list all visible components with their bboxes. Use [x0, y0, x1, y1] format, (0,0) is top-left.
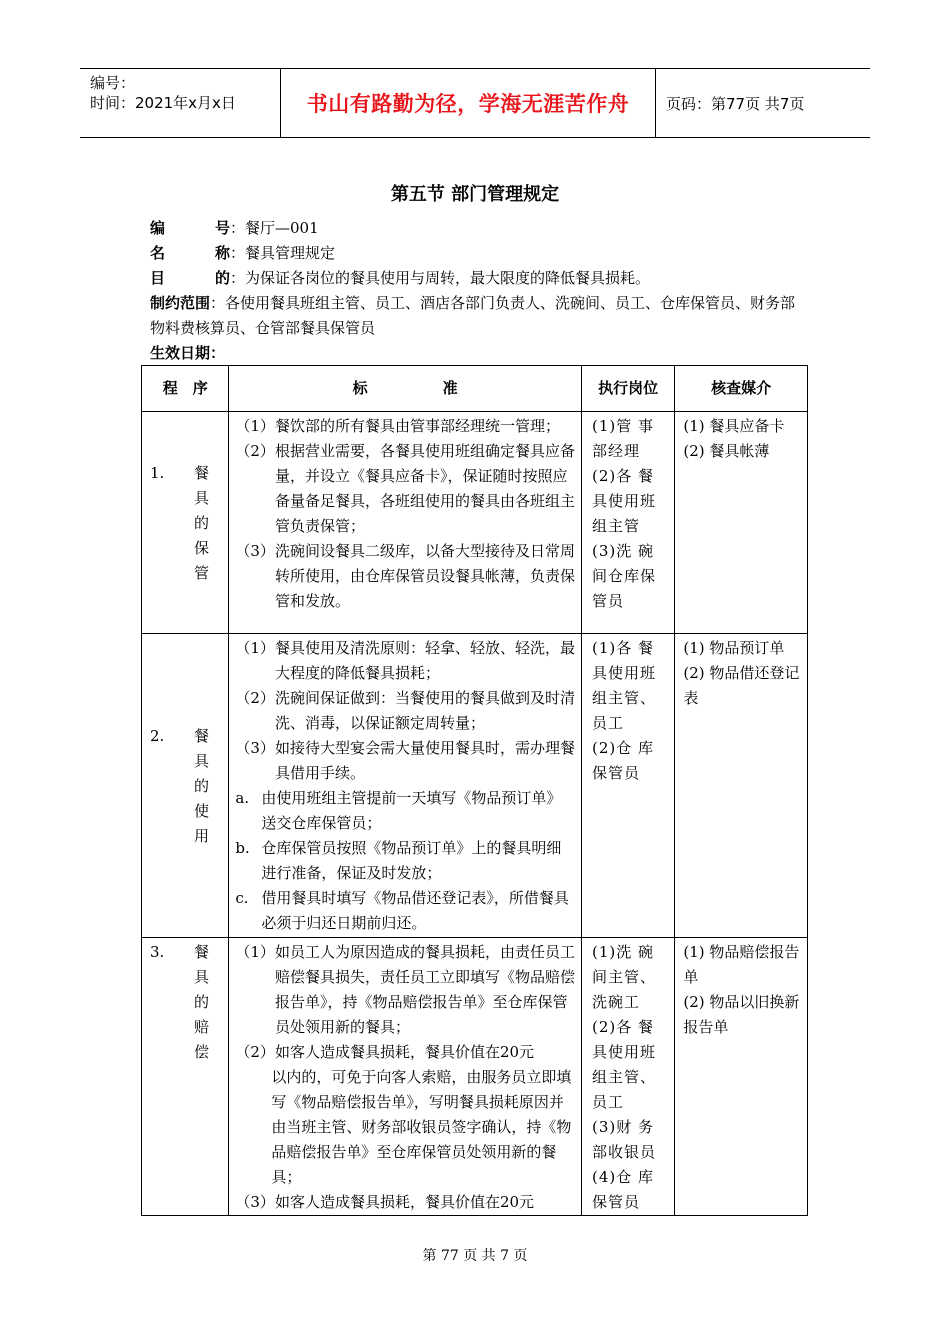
item-marker: （3）: [235, 1193, 275, 1211]
item-text: 如员工人为原因造成的餐具损耗，由责任员工赔偿餐具损失，责任员工立即填写《物品赔偿报告单》，持《物品赔偿报告单》至仓库保管员处领用新的餐具；: [274, 943, 575, 1036]
item-marker: （2）: [235, 442, 275, 460]
item-marker: c.: [235, 889, 249, 907]
standard-item: [235, 886, 575, 936]
standard-item: [235, 736, 575, 786]
meta-name-label: 名 称: [150, 244, 230, 262]
table-row: [142, 634, 808, 938]
table-row: [142, 938, 808, 1216]
meta-code: [150, 216, 810, 241]
meta-scope-value: ：各使用餐具班组主管、员工、酒店各部门负责人、洗碗间、员工、仓库保管员、财务部物料费核算员、仓管部餐具保管员: [150, 294, 796, 337]
header-standard: 标 准: [229, 366, 582, 412]
meta-effective-label: 生效日期: [150, 344, 211, 362]
header-media: 核查媒介: [675, 366, 808, 412]
regulation-table: [141, 365, 808, 1216]
item-text: 如接待大型宴会需大量使用餐具时，需办理餐具借用手续。: [274, 739, 575, 782]
meta-effective-value: ：: [210, 344, 226, 362]
item-text: 洗碗间设餐具二级库，以备大型接待及日常周转所使用，由仓库保管员设餐具帐薄，负责保管和发放。: [274, 542, 575, 610]
meta-effective: [150, 341, 810, 366]
item-text: 如客人造成餐具损耗，餐具价值在20元: [274, 1193, 535, 1211]
standard-item: [235, 940, 575, 1040]
procedure-number: 3.: [150, 943, 165, 961]
procedure-name: 餐具的使用: [194, 727, 210, 845]
post-item: (4)仓 库保管员: [591, 1168, 654, 1211]
item-text: 由使用班组主管提前一天填写《物品预订单》送交仓库保管员；: [261, 789, 562, 832]
media-item: (1) 物品预订单: [683, 639, 785, 657]
media-cell: [675, 412, 808, 634]
procedure-name: 餐具的赔偿: [194, 943, 210, 1061]
item-text: 餐饮部的所有餐具由管事部经理统一管理；: [274, 417, 560, 435]
post-item: (2)各 餐具使用班组主管: [591, 467, 656, 535]
post-item: (1)洗 碗间主管、洗碗工: [591, 943, 656, 1011]
meta-purpose: [150, 266, 810, 291]
meta-name-value: ：餐具管理规定: [230, 244, 336, 262]
item-text: 洗碗间保证做到：当餐使用的餐具做到及时清洗、消毒，以保证额定周转量；: [274, 689, 575, 732]
post-item: (3)洗 碗间仓库保管员: [591, 542, 656, 610]
standard-item: [235, 414, 575, 439]
meta-purpose-label: 目 的: [150, 269, 230, 287]
standard-item: [235, 539, 575, 614]
meta-scope: [150, 291, 810, 341]
media-item: (2) 物品借还登记表: [683, 664, 800, 707]
section-title: 第五节 部门管理规定: [390, 184, 560, 205]
item-marker: （2）: [235, 1043, 275, 1061]
procedure-cell: [142, 938, 229, 1216]
item-marker: （2）: [235, 689, 275, 707]
item-marker: （1）: [235, 417, 275, 435]
header-post: 执行岗位: [581, 366, 674, 412]
standard-item: [235, 1065, 575, 1190]
item-text: 如客人造成餐具损耗，餐具价值在20元: [274, 1043, 535, 1061]
meta-code-label: 编 号: [150, 219, 230, 237]
standard-item: [235, 1040, 575, 1065]
item-marker: （3）: [235, 542, 275, 560]
header-page-number: 页码：第77页 共7页: [666, 94, 805, 113]
post-item: (2)各 餐具使用班组主管、员工: [591, 1018, 656, 1111]
post-item: (1)各 餐具使用班组主管、员工: [591, 639, 656, 732]
media-item: (2) 物品以旧换新报告单: [683, 993, 800, 1036]
standard-item: [235, 1190, 575, 1215]
item-text: 以内的，可免于向客人索赔，由服务员立即填写《物品赔偿报告单》，写明餐具损耗原因并由当班主管、财务部收银员签字确认，持《物品赔偿报告单》至仓库保管员处领用新的餐具；: [271, 1068, 572, 1186]
header-number: 编号：: [90, 74, 136, 92]
procedure-name: 餐具的保管: [194, 464, 210, 582]
procedure-number: 1.: [150, 464, 165, 482]
post-cell: [581, 634, 674, 938]
item-marker: b.: [235, 839, 250, 857]
header-info: [80, 69, 280, 137]
media-item: (1) 物品赔偿报告单: [683, 943, 800, 986]
post-item: (3)财 务部收银员: [591, 1118, 656, 1161]
post-cell: [581, 412, 674, 634]
table-row: [142, 412, 808, 634]
standard-cell: [229, 634, 582, 938]
item-marker: a.: [235, 789, 250, 807]
meta-name: [150, 241, 810, 266]
media-cell: [675, 938, 808, 1216]
item-marker: （3）: [235, 739, 275, 757]
procedure-cell: [142, 412, 229, 634]
page-footer: 第 77 页 共 7 页: [422, 1248, 528, 1264]
standard-cell: [229, 412, 582, 634]
standard-item: [235, 686, 575, 736]
standard-item: [235, 786, 575, 836]
standard-cell: [229, 938, 582, 1216]
item-marker: （1）: [235, 943, 275, 961]
procedure-cell: [142, 634, 229, 938]
standard-item: [235, 636, 575, 686]
item-marker: （1）: [235, 639, 275, 657]
table-header-row: [142, 366, 808, 412]
header-motto: 书山有路勤为径，学海无涯苦作舟: [280, 69, 656, 137]
item-text: 餐具使用及清洗原则：轻拿、轻放、轻洗，最大程度的降低餐具损耗；: [274, 639, 575, 682]
standard-item: [235, 836, 575, 886]
post-item: (2)仓 库保管员: [591, 739, 654, 782]
item-text: 借用餐具时填写《物品借还登记表》，所借餐具必须于归还日期前归还。: [261, 889, 569, 932]
meta-scope-label: 制约范围: [150, 294, 211, 312]
item-text: 根据营业需要，各餐具使用班组确定餐具应备量，并设立《餐具应备卡》，保证随时按照应备量备足餐具，各班组使用的餐具由各班组主管负责保管；: [274, 442, 575, 535]
standard-item: [235, 439, 575, 539]
header-procedure: 程 序: [142, 366, 229, 412]
media-cell: [675, 634, 808, 938]
media-item: (1) 餐具应备卡: [683, 417, 785, 435]
procedure-number: 2.: [150, 727, 165, 745]
item-text: 仓库保管员按照《物品预订单》上的餐具明细进行准备，保证及时发放；: [261, 839, 562, 882]
header-date: 时间：2021年x月x日: [90, 94, 236, 112]
post-cell: [581, 938, 674, 1216]
media-item: (2) 餐具帐薄: [683, 442, 770, 460]
page-header: [80, 68, 870, 138]
post-item: (1)管 事部经理: [591, 417, 654, 460]
meta-purpose-value: ：为保证各岗位的餐具使用与周转，最大限度的降低餐具损耗。: [230, 269, 651, 287]
meta-code-value: ：餐厅—001: [230, 219, 319, 237]
